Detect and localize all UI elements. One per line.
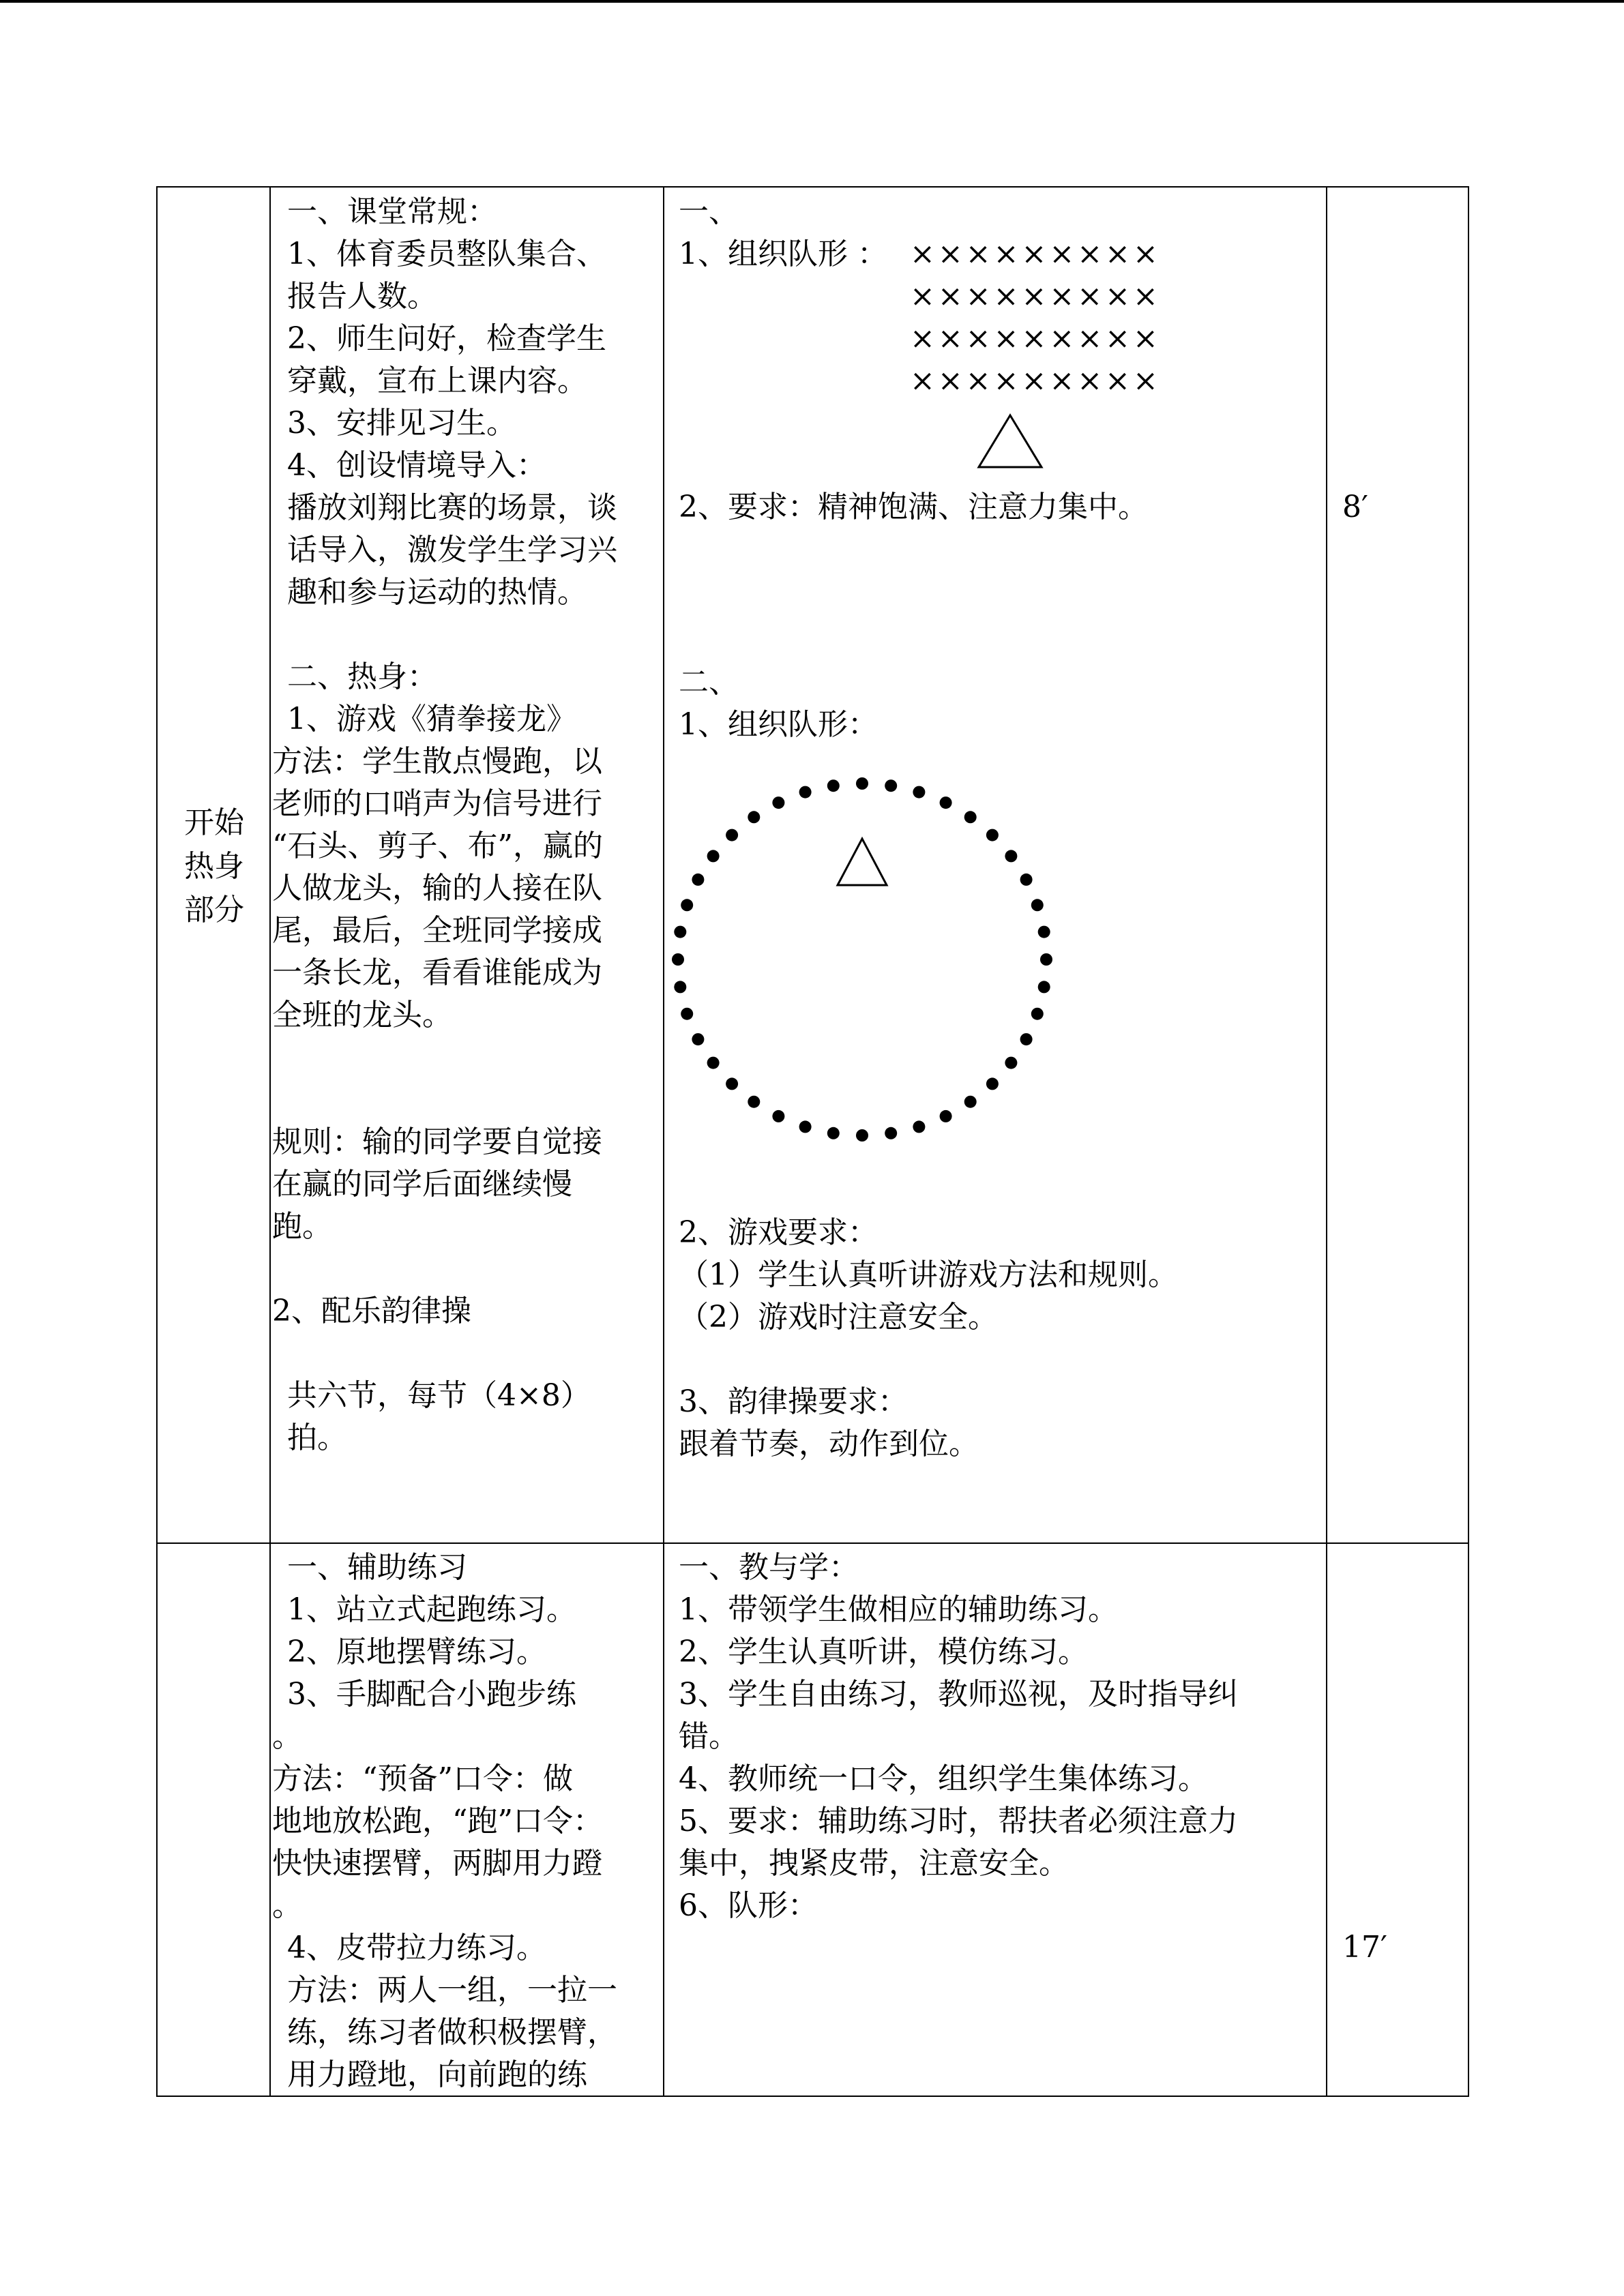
student-dot [986, 829, 999, 841]
student-dot [1005, 850, 1017, 862]
student-dot [692, 874, 704, 886]
text-line: 4、皮带拉力练习。 [287, 1930, 546, 1965]
text-line: 5、要求：辅助练习时，帮扶者必须注意力 [679, 1804, 1238, 1838]
org-line: 1、组织队形 ： [679, 237, 887, 271]
student-dot [748, 1096, 760, 1108]
text-line: 一、辅助练习 [287, 1550, 467, 1585]
circle-formation-diagram [673, 781, 1054, 1149]
student-dot [772, 796, 784, 809]
student-dot [772, 1110, 784, 1122]
formation-row: ××××××××× [910, 237, 1161, 271]
student-dot [1038, 981, 1050, 993]
text-line: 老师的口哨声为信号进行 [272, 786, 602, 821]
student-dot [1031, 899, 1044, 911]
student-dot [964, 1096, 977, 1108]
formation-row: ××××××××× [910, 321, 1161, 356]
text-line: “石头、剪子、布”，赢的 [272, 829, 603, 863]
part-label-line: 开始 [184, 805, 244, 840]
requirement-line: 2、要求：精神饱满、注意力集中。 [679, 490, 1148, 524]
text-line: 1、站立式起跑练习。 [287, 1592, 576, 1627]
text-line: 穿戴，宣布上课内容。 [287, 363, 587, 398]
student-dot [681, 1008, 693, 1020]
text-line: （2）游戏时注意安全。 [679, 1300, 998, 1335]
student-dot [748, 811, 760, 823]
student-dot [674, 981, 686, 993]
student-dot [692, 1033, 704, 1045]
text-line: 2、师生问好，检查学生 [287, 321, 606, 356]
student-dot [799, 786, 812, 799]
student-dot [726, 829, 738, 841]
text-line: 跑。 [272, 1209, 332, 1244]
text-line: 1、游戏《猜拳接龙》 [287, 702, 576, 736]
teacher-triangle-icon [838, 839, 887, 885]
game-requirements-block [679, 1212, 1320, 1465]
text-line: 3、手脚配合小跑步练 [287, 1677, 576, 1712]
text-line: 尾，最后，全班同学接成 [272, 913, 602, 948]
column-divider [269, 188, 271, 2096]
student-dot [856, 777, 868, 790]
text-line: 共六节，每节（4×8） [287, 1378, 591, 1413]
student-dot [1040, 953, 1052, 966]
text-line: 播放刘翔比赛的场景，谈 [287, 490, 617, 525]
text-line: 跟着节奏，动作到位。 [679, 1427, 979, 1461]
row-divider [158, 1542, 1468, 1544]
text-line: 方法：学生散点慢跑，以 [272, 744, 602, 779]
student-dot [827, 779, 840, 792]
text-line: 地地放松跑，“跑”口令： [272, 1804, 603, 1838]
student-dot [1020, 1033, 1033, 1045]
text-line [272, 614, 661, 656]
text-line: （1）学生认真听讲游戏方法和规则。 [679, 1257, 1178, 1292]
text-line: 2、原地摆臂练习。 [287, 1635, 546, 1669]
time-practice: 17′ [1342, 1930, 1387, 1965]
teacher-triangle-icon [976, 413, 1044, 470]
student-dot [940, 1110, 952, 1122]
student-dot [1005, 1057, 1017, 1069]
text-line: 方法：两人一组，一拉一 [287, 1973, 617, 2008]
student-dot [672, 953, 684, 966]
requirement-block [679, 486, 1320, 528]
formation-row: ××××××××× [910, 363, 1161, 398]
content-cell-warmup [272, 191, 661, 1459]
text-line: 错。 [679, 1719, 739, 1754]
text-line: 方法：“预备”口令：做 [272, 1761, 573, 1796]
text-line: 4、创设情境导入： [287, 448, 546, 483]
text-line: 人做龙头，输的人接在队 [272, 871, 602, 906]
text-line [272, 1079, 661, 1121]
student-dot [1038, 926, 1050, 938]
org-game-heading [679, 661, 1320, 746]
part-label-line: 部分 [184, 893, 244, 927]
text-line: 一、课堂常规： [287, 194, 497, 229]
student-dot [913, 786, 925, 799]
text-line: 2、配乐韵律操 [272, 1294, 471, 1328]
text-line: 练，练习者做积极摆臂， [287, 2015, 617, 2050]
text-line: 话导入，激发学生学习兴 [287, 533, 617, 567]
column-divider [1326, 188, 1327, 2096]
text-line [679, 1339, 1320, 1381]
text-line: 用力蹬地，向前跑的练 [287, 2057, 587, 2092]
org-heading: 二、 [679, 665, 739, 700]
text-line: 4、教师统一口令，组织学生集体练习。 [679, 1761, 1208, 1796]
column-divider [663, 188, 664, 2096]
part-label-line: 热身 [184, 849, 244, 884]
text-line: 1、体育委员整队集合、 [287, 237, 606, 271]
org-line: 1、组织队形： [679, 707, 878, 742]
student-dot [1031, 1008, 1044, 1020]
text-line: 一条长龙，看看谁能成为 [272, 955, 602, 990]
student-dot [674, 926, 686, 938]
text-line: 3、学生自由练习，教师巡视，及时指导纠 [679, 1677, 1238, 1712]
student-dot [940, 796, 952, 809]
student-dot [885, 779, 897, 792]
text-line: 3、安排见习生。 [287, 406, 516, 441]
text-line [272, 1037, 661, 1079]
text-line: 全班的龙头。 [272, 998, 452, 1032]
text-line: 2、学生认真听讲，模仿练习。 [679, 1635, 1088, 1669]
time-warmup: 8′ [1342, 490, 1368, 524]
part-label-warmup [159, 801, 269, 932]
student-dot [799, 1120, 812, 1133]
student-dot [1020, 874, 1033, 886]
student-dot [707, 850, 720, 862]
student-dot [707, 1057, 720, 1069]
content-cell-practice [272, 1547, 661, 2096]
text-line: 二、热身： [287, 659, 437, 694]
text-line: 6、队形： [679, 1888, 818, 1923]
page-top-border [0, 0, 1624, 3]
student-dot [964, 811, 977, 823]
lesson-plan-table [156, 186, 1469, 2097]
student-dot [856, 1129, 868, 1142]
text-line: 。 [272, 1719, 302, 1754]
text-line: 1、带领学生做相应的辅助练习。 [679, 1592, 1118, 1627]
formation-row: ××××××××× [910, 279, 1161, 314]
student-dot [827, 1127, 840, 1139]
text-line: 报告人数。 [287, 279, 437, 314]
formation-grid [910, 233, 1196, 402]
text-line: 2、游戏要求： [679, 1215, 878, 1250]
text-line: 集中，拽紧皮带，注意安全。 [679, 1846, 1069, 1881]
student-dot [681, 899, 693, 911]
organization-cell-practice [679, 1547, 1320, 1927]
org-heading: 一、 [679, 194, 739, 229]
text-line: 快快速摆臂，两脚用力蹬 [272, 1846, 602, 1881]
text-line: 拍。 [287, 1420, 347, 1455]
text-line: 。 [272, 1888, 302, 1923]
text-line [272, 1332, 661, 1375]
student-dot [986, 1077, 999, 1090]
text-line: 3、韵律操要求： [679, 1384, 908, 1419]
text-line [272, 1248, 661, 1290]
text-line: 一、教与学： [679, 1550, 859, 1585]
text-line: 在赢的同学后面继续慢 [272, 1167, 572, 1202]
text-line: 趣和参与运动的热情。 [287, 575, 587, 610]
text-line: 规则：输的同学要自觉接 [272, 1124, 602, 1159]
student-dot [885, 1127, 897, 1139]
student-dot [726, 1077, 738, 1090]
student-dot [913, 1120, 925, 1133]
